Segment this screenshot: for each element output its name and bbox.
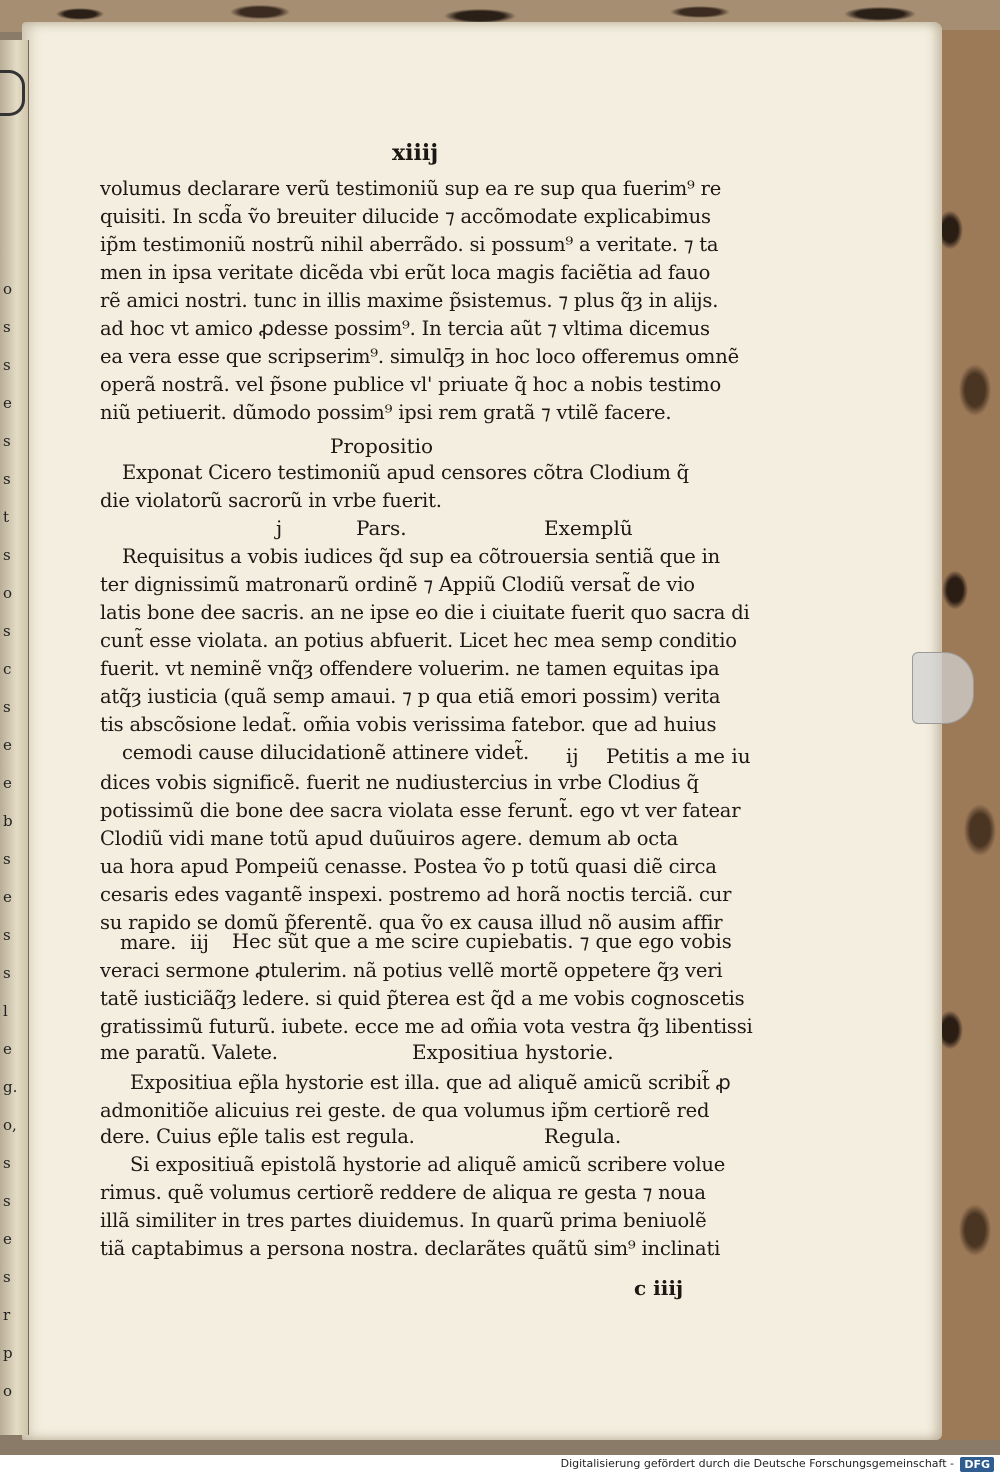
margin-letter: s bbox=[3, 698, 11, 716]
margin-letter: e bbox=[3, 888, 12, 906]
text-line: Requisitus a vobis iudices q̃d sup ea cõtrouersia sentiã que in bbox=[122, 545, 721, 568]
text-line: atq̃ȝ iusticia (quã semp amaui. ⁊ p qua etiã emori possim) verita bbox=[100, 685, 721, 708]
text-line: die violatorũ sacrorũ in vrbe fuerit. bbox=[100, 489, 442, 512]
margin-letter: o bbox=[3, 584, 13, 602]
folio-number: xiiij bbox=[392, 140, 439, 166]
left-margin-text bbox=[0, 280, 26, 1420]
text-line: rẽ amici nostri. tunc in illis maxime p̃sistemus. ⁊ plus q̃ȝ in alijs. bbox=[100, 289, 719, 312]
text-line: ad hoc vt amico ꝓdesse possim⁹. In tercia aũt ⁊ vltima dicemus bbox=[100, 317, 710, 340]
heading-regula: Regula. bbox=[544, 1124, 622, 1148]
text-line: dere. Cuius ep̃le talis est regula. bbox=[100, 1125, 415, 1148]
heading-expositiua-hystorie: Expositiua hystorie. bbox=[412, 1040, 614, 1064]
margin-letter: e bbox=[3, 394, 12, 412]
margin-letter: s bbox=[3, 1154, 11, 1172]
margin-letter: c bbox=[3, 660, 12, 678]
text-line: gratissimũ futurũ. iubete. ecce me ad om̃ia vota vestra q̃ȝ libentissi bbox=[100, 1015, 753, 1038]
margin-letter: b bbox=[3, 812, 13, 830]
footer-bar bbox=[0, 1455, 1000, 1478]
text-line: mare. bbox=[120, 931, 177, 954]
text-line: tis abscõsione ledat̃. om̃ia vobis verissima fatebor. que ad huius bbox=[100, 713, 717, 736]
text-line: admonitiõe alicuius rei geste. de qua volumus ip̃m certiorẽ red bbox=[100, 1099, 710, 1122]
text-line: me paratũ. Valete. bbox=[100, 1041, 278, 1064]
margin-letter: s bbox=[3, 356, 11, 374]
text-line: tatẽ iusticiãq̃ȝ ledere. si quid p̃terea est q̃d a me vobis cognoscetis bbox=[100, 987, 745, 1010]
text-line: ea vera esse que scripserim⁹. simulq̄ȝ in hoc loco offeremus omnẽ bbox=[100, 345, 739, 368]
margin-letter: s bbox=[3, 622, 11, 640]
margin-letter: o bbox=[3, 1382, 13, 1400]
text-line: fuerit. vt neminẽ vnq̃ȝ offendere voluerim. ne tamen equitas ipa bbox=[100, 657, 720, 680]
left-page-edge bbox=[0, 40, 29, 1435]
text-line: veraci sermone ꝓtulerim. nã potius vellẽ mortẽ oppetere q̃ȝ veri bbox=[100, 959, 723, 982]
text-line: operã nostrã. vel p̃sone publice vl' priuate q̃ hoc a nobis testimo bbox=[100, 373, 722, 396]
margin-letter: s bbox=[3, 1268, 11, 1286]
text-line: rimus. quẽ volumus certiorẽ reddere de aliqua re gesta ⁊ noua bbox=[100, 1181, 706, 1204]
margin-letter: s bbox=[3, 850, 11, 868]
hec-sunt-phrase: Hec sũt que a me scire cupiebatis. ⁊ que ego vobis bbox=[232, 930, 732, 953]
margin-letter: p bbox=[3, 1344, 13, 1362]
text-line: ip̃m testimoniũ nostrũ nihil aberrãdo. si possum⁹ a veritate. ⁊ ta bbox=[100, 233, 719, 256]
marker-ij: ij bbox=[566, 744, 579, 768]
part-number: j bbox=[276, 516, 283, 540]
text-line: ua hora apud Pompeiũ cenasse. Postea ṽo p totũ quasi diẽ circa bbox=[100, 855, 717, 878]
text-line: quisiti. In scd̃a ṽo breuiter dilucide ⁊ accõmodate explicabimus bbox=[100, 205, 711, 228]
text-line: su rapido se domũ p̃ferentẽ. qua ṽo ex causa illud nõ ausim affir bbox=[100, 911, 723, 934]
margin-letter: r bbox=[3, 1306, 11, 1324]
heading-propositio: Propositio bbox=[330, 434, 434, 458]
margin-letter: g. bbox=[3, 1078, 18, 1096]
text-line: cesaris edes vagantẽ inspexi. postremo ad horã noctis terciã. cur bbox=[100, 883, 732, 906]
margin-letter: s bbox=[3, 470, 11, 488]
margin-letter: s bbox=[3, 546, 11, 564]
margin-letter: o bbox=[3, 280, 13, 298]
text-line: Expositiua ep̃la hystorie est illa. que ad aliquẽ amicũ scribit̃ ꝓ bbox=[130, 1071, 731, 1094]
text-line: tiã captabimus a persona nostra. declarãtes quãtũ sim⁹ inclinati bbox=[100, 1237, 721, 1260]
text-line: cunt̃ esse violata. an potius abfuerit. Licet hec mea semp conditio bbox=[100, 629, 737, 652]
heading-exemplum: Exemplũ bbox=[544, 516, 633, 540]
margin-letter: t bbox=[3, 508, 10, 526]
margin-letter: e bbox=[3, 774, 12, 792]
margin-letter: s bbox=[3, 318, 11, 336]
text-line: cemodi cause dilucidationẽ attinere videt̃. bbox=[122, 741, 529, 764]
margin-letter: e bbox=[3, 736, 12, 754]
margin-letter: e bbox=[3, 1230, 12, 1248]
footer-credit: Digitalisierung gefördert durch die Deutsche Forschungsgemeinschaft - bbox=[560, 1457, 954, 1470]
marker-iij: iij bbox=[190, 930, 209, 954]
text-line: niũ petiuerit. dũmodo possim⁹ ipsi rem gratã ⁊ vtilẽ facere. bbox=[100, 401, 672, 424]
dfg-logo: DFG bbox=[960, 1457, 994, 1472]
margin-letter: s bbox=[3, 1192, 11, 1210]
text-line: men in ipsa veritate dicẽda vbi erũt loca magis faciẽtia ad fauo bbox=[100, 261, 711, 284]
text-line: Clodiũ vidi mane totũ apud duũuiros agere. demum ab octa bbox=[100, 827, 679, 850]
text-line: Si expositiuã epistolã hystorie ad aliquẽ amicũ scribere volue bbox=[130, 1153, 726, 1176]
text-line: dices vobis significẽ. fuerit ne nudiustercius in vrbe Clodius q̃ bbox=[100, 771, 699, 794]
signature-mark: c iiij bbox=[634, 1276, 684, 1300]
margin-letter: l bbox=[3, 1002, 8, 1020]
text-line: volumus declarare verũ testimoniũ sup ea re sup qua fuerim⁹ re bbox=[100, 177, 722, 200]
text-line: Exponat Cicero testimoniũ apud censores cõtra Clodium q̃ bbox=[122, 461, 689, 484]
clasp-icon bbox=[0, 70, 25, 116]
text-line: potissimũ die bone dee sacra violata esse ferunt̃. ego vt ver fatear bbox=[100, 799, 741, 822]
margin-letter: s bbox=[3, 926, 11, 944]
margin-letter: o, bbox=[3, 1116, 17, 1134]
margin-letter: e bbox=[3, 1040, 12, 1058]
text-line: latis bone dee sacris. an ne ipse eo die i ciuitate fuerit quo sacra di bbox=[100, 601, 750, 624]
petitis-phrase: Petitis a me iu bbox=[606, 744, 751, 768]
text-line: ter dignissimũ matronarũ ordinẽ ⁊ Appiũ Clodiũ versat̃ de vio bbox=[100, 573, 695, 596]
text-line: illã similiter in tres partes diuidemus. In quarũ prima beniuolẽ bbox=[100, 1209, 707, 1232]
margin-letter: s bbox=[3, 964, 11, 982]
page-clip-icon bbox=[912, 652, 974, 724]
margin-letter: s bbox=[3, 432, 11, 450]
heading-pars: Pars. bbox=[356, 516, 407, 540]
